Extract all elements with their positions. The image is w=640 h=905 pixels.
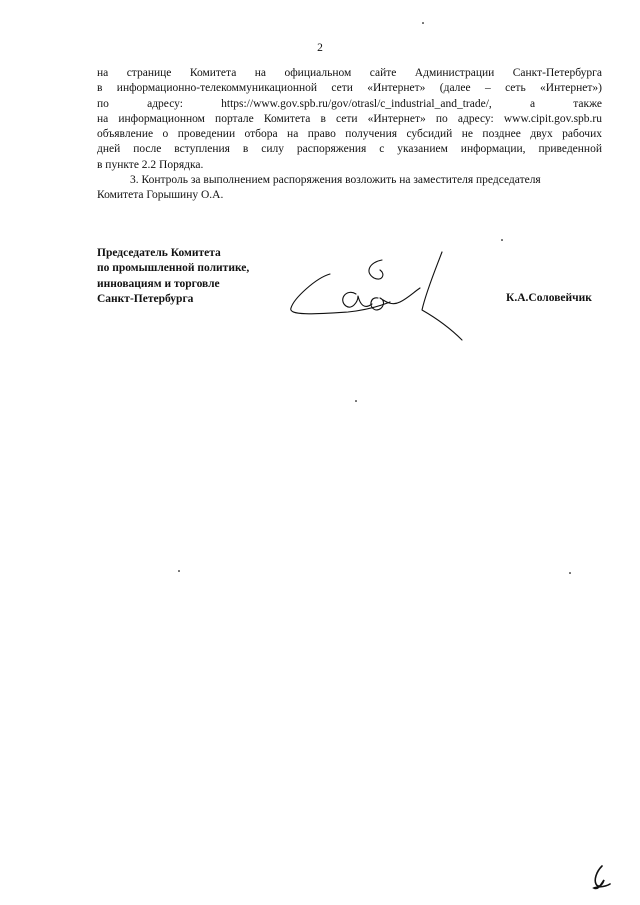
body-line: на информационном портале Комитета в сети «Интернет» по адресу: www.cipit.gov.spb.ru bbox=[97, 112, 602, 125]
signatory-title bbox=[97, 246, 249, 308]
scan-speck bbox=[355, 400, 357, 402]
signatory-title-line: Санкт-Петербурга bbox=[97, 293, 194, 306]
body-line: в информационно-телекоммуникационной сети «Интернет» (далее – сеть «Интернет») bbox=[97, 82, 602, 95]
signatory-title-line: инновациям и торговле bbox=[97, 277, 220, 290]
handwritten-page-mark bbox=[588, 862, 614, 892]
scan-speck bbox=[178, 570, 180, 572]
document-body bbox=[97, 66, 602, 204]
body-line: по адресу: https://www.gov.spb.ru/gov/otrasl/c_industrial_and_trade/, а также bbox=[97, 97, 602, 110]
scan-speck bbox=[422, 22, 424, 24]
signatory-title-line: Председатель Комитета bbox=[97, 247, 221, 259]
signer-name: К.А.Соловейчик bbox=[506, 292, 592, 304]
signatory-title-line: по промышленной политике, bbox=[97, 262, 250, 275]
handwritten-signature bbox=[286, 248, 486, 343]
page-number: 2 bbox=[317, 42, 323, 54]
scan-speck bbox=[569, 572, 571, 574]
body-line: 3. Контроль за выполнением распоряжения возложить на заместителя председателя bbox=[130, 174, 541, 187]
body-line: на странице Комитета на официальном сайте Администрации Санкт-Петербурга bbox=[97, 67, 602, 79]
body-line: Комитета Горышину О.А. bbox=[97, 189, 224, 202]
scan-speck bbox=[501, 239, 503, 241]
body-line: дней после вступления в силу распоряжения с указанием информации, приведенной bbox=[97, 143, 602, 156]
body-line: объявление о проведении отбора на право получения субсидий не позднее двух рабочих bbox=[97, 128, 602, 141]
body-line: в пункте 2.2 Порядка. bbox=[97, 158, 204, 171]
